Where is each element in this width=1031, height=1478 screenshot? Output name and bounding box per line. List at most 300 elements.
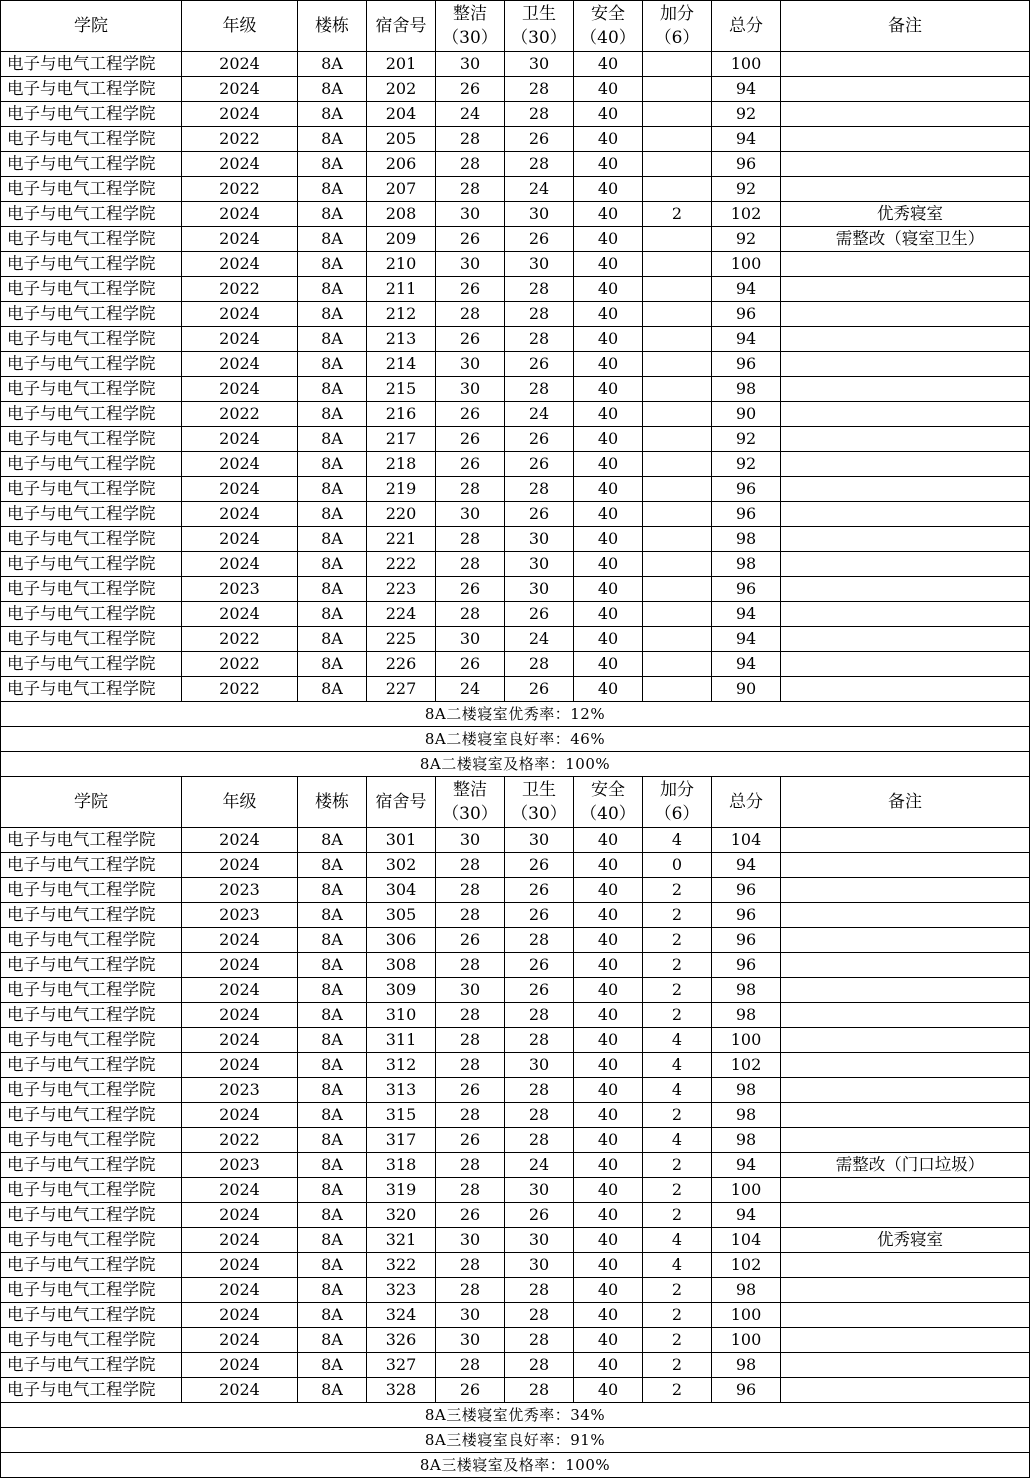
table-body (1, 1, 1030, 1478)
note-cell (781, 627, 1030, 652)
grade-cell: 2022 (182, 1128, 298, 1153)
note-cell (781, 277, 1030, 302)
room-cell: 310 (367, 1003, 436, 1028)
building-cell: 8A (298, 1353, 367, 1378)
college-cell: 电子与电气工程学院 (1, 928, 182, 953)
grade-cell: 2024 (182, 477, 298, 502)
grade-cell: 2024 (182, 527, 298, 552)
table-row (1, 127, 1030, 152)
tidy-cell: 28 (436, 1153, 505, 1178)
building-cell: 8A (298, 1303, 367, 1328)
note-cell: 优秀寝室 (781, 202, 1030, 227)
room-cell: 227 (367, 677, 436, 702)
room-cell: 315 (367, 1103, 436, 1128)
tidy-cell: 24 (436, 677, 505, 702)
header-hygiene (505, 1, 574, 52)
total-cell: 100 (712, 252, 781, 277)
college-cell: 电子与电气工程学院 (1, 402, 182, 427)
bonus-cell (643, 152, 712, 177)
building-cell: 8A (298, 928, 367, 953)
college-cell: 电子与电气工程学院 (1, 978, 182, 1003)
college-cell: 电子与电气工程学院 (1, 1278, 182, 1303)
grade-cell: 2024 (182, 978, 298, 1003)
total-cell: 104 (712, 828, 781, 853)
bonus-cell: 4 (643, 828, 712, 853)
table-row (1, 52, 1030, 77)
bonus-cell (643, 352, 712, 377)
summary-row (1, 1403, 1030, 1428)
tidy-cell: 28 (436, 127, 505, 152)
hygiene-cell: 28 (505, 477, 574, 502)
safety-cell: 40 (574, 1028, 643, 1053)
tidy-cell: 28 (436, 477, 505, 502)
bonus-cell (643, 102, 712, 127)
table-row (1, 177, 1030, 202)
room-cell: 207 (367, 177, 436, 202)
header-safety-label: 安全 (591, 4, 625, 24)
note-cell (781, 452, 1030, 477)
summary-text: 8A三楼寝室良好率：91% (1, 1428, 1030, 1453)
table-row (1, 1253, 1030, 1278)
table-row (1, 352, 1030, 377)
summary-text: 8A三楼寝室优秀率：34% (1, 1403, 1030, 1428)
hygiene-cell: 28 (505, 377, 574, 402)
tidy-cell: 26 (436, 652, 505, 677)
bonus-cell (643, 602, 712, 627)
bonus-cell (643, 427, 712, 452)
hygiene-cell: 30 (505, 1228, 574, 1253)
table-row (1, 953, 1030, 978)
grade-cell: 2024 (182, 377, 298, 402)
table-row (1, 477, 1030, 502)
tidy-cell: 30 (436, 52, 505, 77)
note-cell (781, 427, 1030, 452)
grade-cell: 2024 (182, 227, 298, 252)
table-row (1, 1178, 1030, 1203)
tidy-cell: 30 (436, 252, 505, 277)
room-cell: 308 (367, 953, 436, 978)
grade-cell: 2024 (182, 1003, 298, 1028)
grade-cell: 2022 (182, 677, 298, 702)
table-row (1, 928, 1030, 953)
table-row (1, 152, 1030, 177)
bonus-cell (643, 477, 712, 502)
table-row (1, 978, 1030, 1003)
room-cell: 219 (367, 477, 436, 502)
college-cell: 电子与电气工程学院 (1, 527, 182, 552)
safety-cell: 40 (574, 477, 643, 502)
room-cell: 304 (367, 878, 436, 903)
table-row (1, 1278, 1030, 1303)
grade-cell: 2024 (182, 1053, 298, 1078)
tidy-cell: 28 (436, 527, 505, 552)
note-cell (781, 1178, 1030, 1203)
bonus-cell: 2 (643, 1353, 712, 1378)
bonus-cell: 4 (643, 1028, 712, 1053)
tidy-cell: 26 (436, 327, 505, 352)
safety-cell: 40 (574, 577, 643, 602)
summary-row (1, 702, 1030, 727)
grade-cell: 2024 (182, 602, 298, 627)
room-cell: 204 (367, 102, 436, 127)
grade-cell: 2024 (182, 1378, 298, 1403)
college-cell: 电子与电气工程学院 (1, 102, 182, 127)
hygiene-cell: 26 (505, 427, 574, 452)
hygiene-cell: 30 (505, 828, 574, 853)
safety-cell: 40 (574, 377, 643, 402)
grade-cell: 2022 (182, 177, 298, 202)
table-row (1, 402, 1030, 427)
note-cell (781, 177, 1030, 202)
hygiene-cell: 28 (505, 102, 574, 127)
college-cell: 电子与电气工程学院 (1, 227, 182, 252)
note-cell (781, 502, 1030, 527)
grade-cell: 2023 (182, 577, 298, 602)
room-cell: 312 (367, 1053, 436, 1078)
bonus-cell (643, 252, 712, 277)
header-college: 学院 (1, 1, 182, 52)
hygiene-cell: 26 (505, 903, 574, 928)
tidy-cell: 28 (436, 602, 505, 627)
college-cell: 电子与电气工程学院 (1, 577, 182, 602)
summary-text: 8A二楼寝室及格率：100% (1, 752, 1030, 777)
safety-cell: 40 (574, 427, 643, 452)
building-cell: 8A (298, 828, 367, 853)
table-row (1, 227, 1030, 252)
building-cell: 8A (298, 427, 367, 452)
hygiene-cell: 24 (505, 1153, 574, 1178)
grade-cell: 2024 (182, 352, 298, 377)
bonus-cell (643, 502, 712, 527)
total-cell: 98 (712, 1078, 781, 1103)
building-cell: 8A (298, 1328, 367, 1353)
total-cell: 98 (712, 552, 781, 577)
note-cell (781, 1278, 1030, 1303)
header-hygiene-max: （30） (511, 804, 567, 824)
tidy-cell: 26 (436, 277, 505, 302)
header-tidy-max: （30） (442, 804, 498, 824)
hygiene-cell: 28 (505, 1003, 574, 1028)
header-room: 宿舍号 (367, 1, 436, 52)
total-cell: 96 (712, 352, 781, 377)
grade-cell: 2023 (182, 903, 298, 928)
tidy-cell: 30 (436, 978, 505, 1003)
bonus-cell (643, 77, 712, 102)
building-cell: 8A (298, 903, 367, 928)
room-cell: 301 (367, 828, 436, 853)
header-hygiene-max: （30） (511, 28, 567, 48)
header-tidy (436, 1, 505, 52)
building-cell: 8A (298, 227, 367, 252)
safety-cell: 40 (574, 602, 643, 627)
safety-cell: 40 (574, 1003, 643, 1028)
safety-cell: 40 (574, 652, 643, 677)
safety-cell: 40 (574, 1278, 643, 1303)
grade-cell: 2024 (182, 102, 298, 127)
college-cell: 电子与电气工程学院 (1, 1003, 182, 1028)
total-cell: 96 (712, 152, 781, 177)
grade-cell: 2024 (182, 252, 298, 277)
building-cell: 8A (298, 1228, 367, 1253)
safety-cell: 40 (574, 1303, 643, 1328)
tidy-cell: 26 (436, 1078, 505, 1103)
hygiene-cell: 30 (505, 52, 574, 77)
note-cell (781, 1078, 1030, 1103)
hygiene-cell: 26 (505, 452, 574, 477)
table-row (1, 1103, 1030, 1128)
safety-cell: 40 (574, 502, 643, 527)
bonus-cell (643, 177, 712, 202)
room-cell: 226 (367, 652, 436, 677)
bonus-cell: 2 (643, 1378, 712, 1403)
total-cell: 94 (712, 277, 781, 302)
hygiene-cell: 28 (505, 1078, 574, 1103)
bonus-cell: 2 (643, 1203, 712, 1228)
table-row (1, 1303, 1030, 1328)
building-cell: 8A (298, 577, 367, 602)
table-row (1, 77, 1030, 102)
table-row (1, 652, 1030, 677)
safety-cell: 40 (574, 77, 643, 102)
college-cell: 电子与电气工程学院 (1, 1303, 182, 1328)
table-row (1, 1003, 1030, 1028)
grade-cell: 2024 (182, 1103, 298, 1128)
tidy-cell: 26 (436, 227, 505, 252)
college-cell: 电子与电气工程学院 (1, 202, 182, 227)
bonus-cell: 2 (643, 1153, 712, 1178)
table-row (1, 552, 1030, 577)
building-cell: 8A (298, 1103, 367, 1128)
bonus-cell (643, 527, 712, 552)
header-bonus-label: 加分 (660, 4, 694, 24)
safety-cell: 40 (574, 102, 643, 127)
total-cell: 96 (712, 477, 781, 502)
table-row (1, 277, 1030, 302)
note-cell (781, 1203, 1030, 1228)
note-cell (781, 1378, 1030, 1403)
college-cell: 电子与电气工程学院 (1, 77, 182, 102)
safety-cell: 40 (574, 1128, 643, 1153)
college-cell: 电子与电气工程学院 (1, 1178, 182, 1203)
room-cell: 213 (367, 327, 436, 352)
room-cell: 319 (367, 1178, 436, 1203)
tidy-cell: 28 (436, 552, 505, 577)
total-cell: 100 (712, 1328, 781, 1353)
room-cell: 215 (367, 377, 436, 402)
grade-cell: 2024 (182, 928, 298, 953)
college-cell: 电子与电气工程学院 (1, 677, 182, 702)
grade-cell: 2024 (182, 452, 298, 477)
building-cell: 8A (298, 502, 367, 527)
hygiene-cell: 26 (505, 853, 574, 878)
grade-cell: 2024 (182, 1278, 298, 1303)
table-row (1, 602, 1030, 627)
hygiene-cell: 30 (505, 1178, 574, 1203)
note-cell (781, 953, 1030, 978)
bonus-cell (643, 302, 712, 327)
building-cell: 8A (298, 52, 367, 77)
total-cell: 96 (712, 1378, 781, 1403)
grade-cell: 2024 (182, 1203, 298, 1228)
room-cell: 324 (367, 1303, 436, 1328)
tidy-cell: 24 (436, 102, 505, 127)
table-row (1, 627, 1030, 652)
building-cell: 8A (298, 1053, 367, 1078)
building-cell: 8A (298, 1028, 367, 1053)
college-cell: 电子与电气工程学院 (1, 327, 182, 352)
note-cell (781, 878, 1030, 903)
note-cell (781, 928, 1030, 953)
grade-cell: 2024 (182, 152, 298, 177)
header-hygiene-label: 卫生 (522, 4, 556, 24)
total-cell: 96 (712, 953, 781, 978)
grade-cell: 2023 (182, 1153, 298, 1178)
bonus-cell (643, 327, 712, 352)
college-cell: 电子与电气工程学院 (1, 652, 182, 677)
safety-cell: 40 (574, 677, 643, 702)
table-row (1, 878, 1030, 903)
safety-cell: 40 (574, 252, 643, 277)
tidy-cell: 28 (436, 302, 505, 327)
hygiene-cell: 30 (505, 202, 574, 227)
building-cell: 8A (298, 878, 367, 903)
safety-cell: 40 (574, 1353, 643, 1378)
header-total: 总分 (712, 777, 781, 828)
safety-cell: 40 (574, 127, 643, 152)
tidy-cell: 28 (436, 152, 505, 177)
college-cell: 电子与电气工程学院 (1, 953, 182, 978)
room-cell: 218 (367, 452, 436, 477)
total-cell: 92 (712, 427, 781, 452)
hygiene-cell: 26 (505, 953, 574, 978)
bonus-cell: 4 (643, 1228, 712, 1253)
hygiene-cell: 24 (505, 402, 574, 427)
header-building: 楼栋 (298, 1, 367, 52)
grade-cell: 2022 (182, 627, 298, 652)
hygiene-cell: 26 (505, 677, 574, 702)
total-cell: 98 (712, 1278, 781, 1303)
bonus-cell: 2 (643, 1303, 712, 1328)
hygiene-cell: 28 (505, 1353, 574, 1378)
building-cell: 8A (298, 602, 367, 627)
safety-cell: 40 (574, 402, 643, 427)
header-total: 总分 (712, 1, 781, 52)
safety-cell: 40 (574, 327, 643, 352)
building-cell: 8A (298, 452, 367, 477)
bonus-cell (643, 552, 712, 577)
note-cell (781, 527, 1030, 552)
college-cell: 电子与电气工程学院 (1, 878, 182, 903)
bonus-cell (643, 127, 712, 152)
building-cell: 8A (298, 1003, 367, 1028)
room-cell: 321 (367, 1228, 436, 1253)
tidy-cell: 30 (436, 627, 505, 652)
total-cell: 100 (712, 52, 781, 77)
bonus-cell: 2 (643, 903, 712, 928)
college-cell: 电子与电气工程学院 (1, 427, 182, 452)
total-cell: 92 (712, 227, 781, 252)
total-cell: 98 (712, 1003, 781, 1028)
college-cell: 电子与电气工程学院 (1, 1028, 182, 1053)
building-cell: 8A (298, 127, 367, 152)
total-cell: 96 (712, 302, 781, 327)
grade-cell: 2024 (182, 427, 298, 452)
room-cell: 317 (367, 1128, 436, 1153)
tidy-cell: 26 (436, 1203, 505, 1228)
total-cell: 94 (712, 1203, 781, 1228)
header-bonus (643, 777, 712, 828)
grade-cell: 2023 (182, 878, 298, 903)
table-row (1, 1128, 1030, 1153)
header-college: 学院 (1, 777, 182, 828)
hygiene-cell: 28 (505, 1328, 574, 1353)
header-tidy-label: 整洁 (453, 4, 487, 24)
bonus-cell (643, 227, 712, 252)
table-row (1, 1078, 1030, 1103)
room-cell: 305 (367, 903, 436, 928)
room-cell: 320 (367, 1203, 436, 1228)
tidy-cell: 30 (436, 1303, 505, 1328)
room-cell: 328 (367, 1378, 436, 1403)
note-cell (781, 853, 1030, 878)
college-cell: 电子与电气工程学院 (1, 828, 182, 853)
room-cell: 206 (367, 152, 436, 177)
building-cell: 8A (298, 152, 367, 177)
tidy-cell: 28 (436, 1003, 505, 1028)
room-cell: 326 (367, 1328, 436, 1353)
grade-cell: 2024 (182, 1303, 298, 1328)
tidy-cell: 30 (436, 1228, 505, 1253)
tidy-cell: 28 (436, 1103, 505, 1128)
note-cell (781, 302, 1030, 327)
table-row (1, 677, 1030, 702)
header-safety-label: 安全 (591, 780, 625, 800)
hygiene-cell: 30 (505, 527, 574, 552)
total-cell: 100 (712, 1303, 781, 1328)
tidy-cell: 26 (436, 402, 505, 427)
college-cell: 电子与电气工程学院 (1, 1128, 182, 1153)
header-safety-max: （40） (580, 28, 636, 48)
grade-cell: 2024 (182, 52, 298, 77)
table-row (1, 502, 1030, 527)
table-row (1, 903, 1030, 928)
bonus-cell: 2 (643, 978, 712, 1003)
college-cell: 电子与电气工程学院 (1, 352, 182, 377)
building-cell: 8A (298, 1203, 367, 1228)
room-cell: 222 (367, 552, 436, 577)
table-row (1, 853, 1030, 878)
safety-cell: 40 (574, 227, 643, 252)
note-cell (781, 1303, 1030, 1328)
bonus-cell: 4 (643, 1253, 712, 1278)
safety-cell: 40 (574, 1328, 643, 1353)
hygiene-cell: 28 (505, 302, 574, 327)
safety-cell: 40 (574, 853, 643, 878)
note-cell (781, 577, 1030, 602)
hygiene-cell: 24 (505, 177, 574, 202)
building-cell: 8A (298, 327, 367, 352)
hygiene-cell: 26 (505, 502, 574, 527)
grade-cell: 2024 (182, 502, 298, 527)
safety-cell: 40 (574, 152, 643, 177)
header-grade: 年级 (182, 1, 298, 52)
bonus-cell: 4 (643, 1053, 712, 1078)
building-cell: 8A (298, 302, 367, 327)
tidy-cell: 28 (436, 1278, 505, 1303)
note-cell: 需整改（门口垃圾） (781, 1153, 1030, 1178)
college-cell: 电子与电气工程学院 (1, 52, 182, 77)
note-cell (781, 602, 1030, 627)
